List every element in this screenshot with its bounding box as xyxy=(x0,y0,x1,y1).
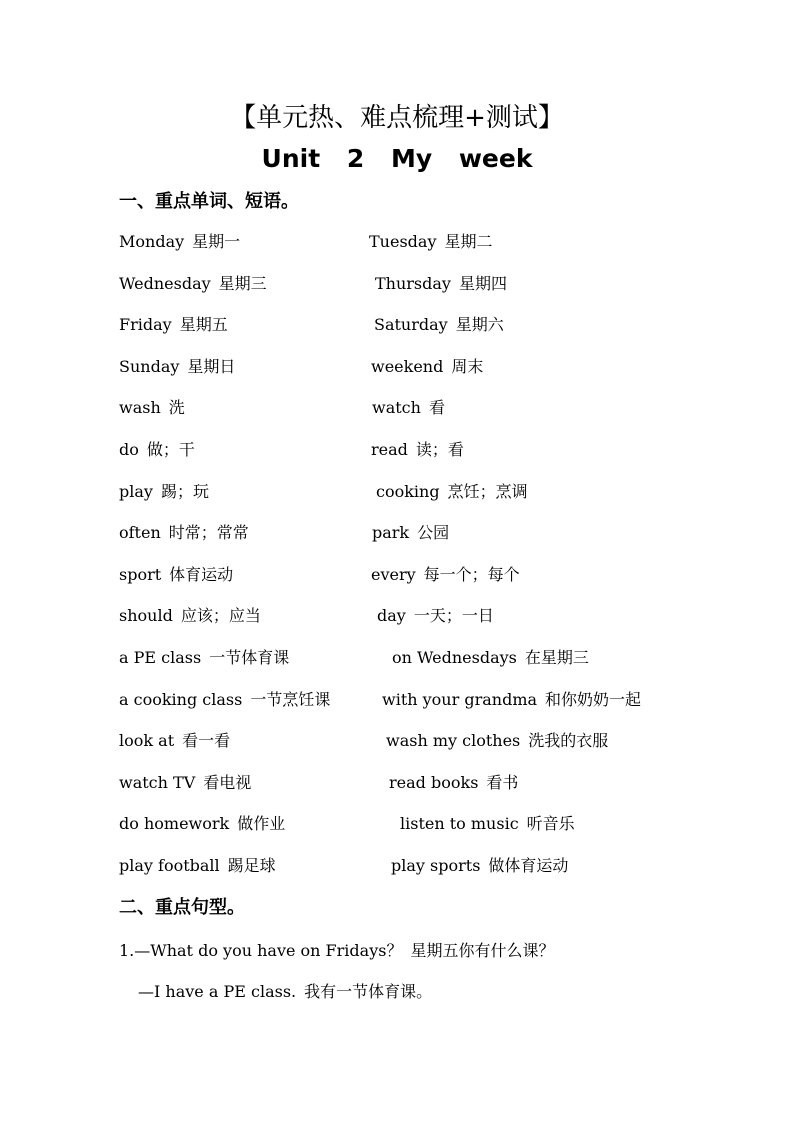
vocab-chinese: 一节体育课 xyxy=(209,647,290,667)
vocab-item-left xyxy=(119,563,233,587)
vocab-item-right xyxy=(386,729,608,753)
vocab-item-right xyxy=(371,563,520,587)
vocab-item-left xyxy=(119,230,240,254)
vocab-item-left xyxy=(119,771,251,795)
vocab-item-left xyxy=(119,313,228,337)
vocab-english: with your grandma xyxy=(382,689,538,709)
vocab-row xyxy=(119,438,679,480)
vocab-english: often xyxy=(119,523,161,543)
vocab-row xyxy=(119,480,679,522)
vocab-english: Wednesday xyxy=(119,273,211,293)
sentence-answer xyxy=(138,980,432,1004)
vocab-item-right xyxy=(372,396,445,420)
vocab-english: weekend xyxy=(371,356,444,376)
vocab-item-left xyxy=(119,812,285,836)
vocab-english: do homework xyxy=(119,814,230,834)
vocab-row xyxy=(119,355,679,397)
vocab-row xyxy=(119,563,679,605)
vocab-english: every xyxy=(371,564,416,584)
vocab-chinese: 周末 xyxy=(451,356,484,376)
vocab-english: look at xyxy=(119,731,175,751)
vocab-english: play sports xyxy=(391,855,481,875)
vocab-item-right xyxy=(374,313,504,337)
vocab-row xyxy=(119,272,679,314)
vocab-item-right xyxy=(391,854,568,878)
vocab-english: Saturday xyxy=(374,315,448,335)
vocab-item-right xyxy=(375,272,507,296)
vocab-chinese: 一节烹饪课 xyxy=(250,689,331,709)
vocab-english: on Wednesdays xyxy=(392,647,517,667)
vocab-english: sport xyxy=(119,564,162,584)
vocab-english: a cooking class xyxy=(119,689,243,709)
vocab-chinese: 每一个；每个 xyxy=(423,564,520,584)
vocab-item-right xyxy=(371,438,464,462)
vocab-row xyxy=(119,688,679,730)
vocab-english: listen to music xyxy=(400,814,519,834)
vocab-item-right xyxy=(376,480,528,504)
vocab-item-left xyxy=(119,604,261,628)
vocab-english: read xyxy=(371,439,408,459)
vocab-english: watch xyxy=(372,398,421,418)
sentence-zh: 星期五你有什么课？ xyxy=(410,941,555,960)
vocab-chinese: 星期四 xyxy=(458,273,507,293)
page-title: 【单元热、难点梳理+测试】 xyxy=(230,103,564,133)
vocab-chinese: 踢足球 xyxy=(227,855,276,875)
vocab-item-right xyxy=(389,771,518,795)
vocab-row xyxy=(119,771,679,813)
vocab-chinese: 星期二 xyxy=(444,232,493,251)
vocab-english: park xyxy=(372,523,410,543)
vocab-english: Friday xyxy=(119,315,172,335)
vocab-chinese: 星期五 xyxy=(179,315,228,335)
vocab-item-right xyxy=(371,355,483,379)
section-heading-sentences: 二、重点句型。 xyxy=(119,897,245,918)
vocabulary-list xyxy=(119,230,679,896)
vocab-chinese: 看一看 xyxy=(182,731,231,751)
vocab-item-left xyxy=(119,396,185,420)
vocab-row xyxy=(119,812,679,854)
vocab-chinese: 烹饪；烹调 xyxy=(447,481,528,501)
vocab-chinese: 看电视 xyxy=(203,772,252,792)
vocab-english: Tuesday xyxy=(369,232,437,251)
vocab-chinese: 体育运动 xyxy=(169,564,234,584)
vocab-english: day xyxy=(377,606,406,626)
vocab-chinese: 时常；常常 xyxy=(168,523,249,543)
vocab-item-left xyxy=(119,438,195,462)
vocab-row xyxy=(119,396,679,438)
vocab-item-left xyxy=(119,854,276,878)
vocab-item-right xyxy=(372,521,449,545)
sentence-en: —I have a PE class. xyxy=(138,982,297,1001)
vocab-chinese: 做；干 xyxy=(146,439,195,459)
vocab-item-left xyxy=(119,355,235,379)
vocab-row xyxy=(119,521,679,563)
vocab-row xyxy=(119,646,679,688)
vocab-english: cooking xyxy=(376,481,440,501)
vocab-chinese: 星期一 xyxy=(192,232,241,251)
vocab-english: Monday xyxy=(119,232,185,251)
sentence-question xyxy=(119,939,554,963)
vocab-english: play football xyxy=(119,855,220,875)
vocab-item-left xyxy=(119,646,289,670)
vocab-english: wash xyxy=(119,398,161,418)
vocab-row xyxy=(119,230,679,272)
section-heading-vocabulary: 一、重点单词、短语。 xyxy=(119,191,299,212)
vocab-english: watch TV xyxy=(119,772,196,792)
vocab-chinese: 洗 xyxy=(168,398,185,418)
vocab-item-right xyxy=(392,646,589,670)
vocab-chinese: 一天；一日 xyxy=(413,606,494,626)
vocab-english: do xyxy=(119,439,139,459)
vocab-chinese: 看书 xyxy=(486,772,519,792)
vocab-chinese: 应该；应当 xyxy=(180,606,261,626)
unit-title: Unit 2 My week xyxy=(261,144,533,173)
vocab-chinese: 星期日 xyxy=(187,356,236,376)
vocab-chinese: 在星期三 xyxy=(524,647,589,667)
vocab-english: wash my clothes xyxy=(386,731,521,751)
vocab-english: should xyxy=(119,606,173,626)
sentence-en: 1.—What do you have on Fridays？ xyxy=(119,941,403,960)
vocab-item-right xyxy=(377,604,494,628)
vocab-row xyxy=(119,854,679,896)
vocab-chinese: 踢；玩 xyxy=(160,481,209,501)
vocab-item-right xyxy=(400,812,575,836)
sentence-zh: 我有一节体育课。 xyxy=(304,982,433,1001)
vocab-chinese: 和你奶奶一起 xyxy=(545,689,642,709)
vocab-item-left xyxy=(119,729,230,753)
vocab-chinese: 看 xyxy=(428,398,445,418)
vocab-english: a PE class xyxy=(119,647,202,667)
vocab-chinese: 公园 xyxy=(417,523,450,543)
vocab-english: play xyxy=(119,481,153,501)
vocab-chinese: 做体育运动 xyxy=(488,855,569,875)
vocab-item-left xyxy=(119,480,209,504)
vocab-chinese: 星期三 xyxy=(218,273,267,293)
vocab-english: Thursday xyxy=(375,273,451,293)
vocab-chinese: 读；看 xyxy=(415,439,464,459)
vocab-item-left xyxy=(119,272,267,296)
vocab-item-right xyxy=(369,230,493,254)
vocab-chinese: 听音乐 xyxy=(526,814,575,834)
vocab-item-left xyxy=(119,521,249,545)
vocab-row xyxy=(119,604,679,646)
vocab-english: Sunday xyxy=(119,356,180,376)
vocab-item-right xyxy=(382,688,641,712)
vocab-chinese: 星期六 xyxy=(455,315,504,335)
vocab-chinese: 做作业 xyxy=(237,814,286,834)
vocab-row xyxy=(119,729,679,771)
vocab-row xyxy=(119,313,679,355)
vocab-chinese: 洗我的衣服 xyxy=(528,731,609,751)
vocab-item-left xyxy=(119,688,330,712)
vocab-english: read books xyxy=(389,772,479,792)
